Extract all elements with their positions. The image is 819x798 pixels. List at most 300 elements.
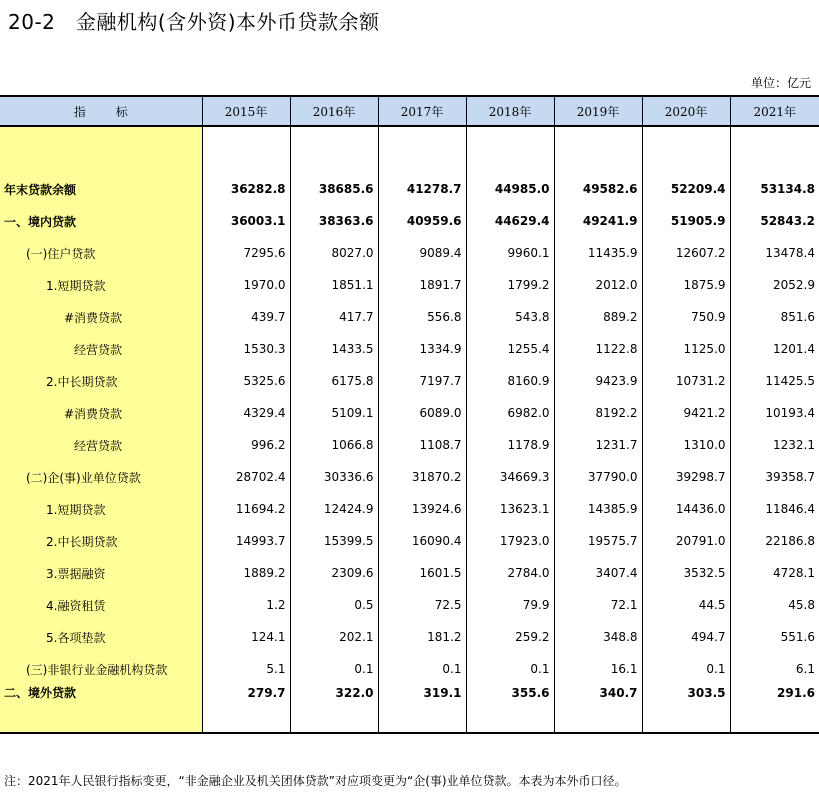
value-text: 38363.6 bbox=[318, 214, 374, 228]
value-text: 30336.6 bbox=[323, 470, 374, 484]
value-cell bbox=[466, 557, 554, 589]
value-cell bbox=[642, 685, 730, 733]
value-cell bbox=[554, 301, 642, 333]
value-text: 12424.9 bbox=[323, 502, 374, 516]
value-text: 8160.9 bbox=[507, 374, 550, 388]
row-label bbox=[0, 525, 202, 557]
value-text: 1125.0 bbox=[683, 342, 726, 356]
value-text: 41278.7 bbox=[406, 182, 462, 196]
value-cell bbox=[378, 173, 466, 205]
table-row bbox=[0, 429, 819, 461]
value-cell bbox=[202, 589, 290, 621]
value-cell bbox=[466, 685, 554, 733]
value-text: 6.1 bbox=[795, 662, 815, 676]
value-text: 2784.0 bbox=[507, 566, 550, 580]
value-text: 16090.4 bbox=[411, 534, 462, 548]
value-text: 1122.8 bbox=[595, 342, 638, 356]
value-cell bbox=[378, 525, 466, 557]
page-title: 20-2 金融机构(含外资)本外币贷款余额 bbox=[8, 10, 380, 34]
value-cell bbox=[642, 461, 730, 493]
value-cell bbox=[554, 589, 642, 621]
value-cell bbox=[730, 333, 819, 365]
value-cell bbox=[378, 365, 466, 397]
value-cell bbox=[202, 333, 290, 365]
value-cell bbox=[642, 365, 730, 397]
value-text: 10193.4 bbox=[765, 406, 815, 420]
value-text: 5109.1 bbox=[331, 406, 374, 420]
value-cell bbox=[554, 493, 642, 525]
value-cell bbox=[290, 333, 378, 365]
value-cell bbox=[290, 525, 378, 557]
value-cell bbox=[290, 685, 378, 733]
table-row bbox=[0, 365, 819, 397]
value-text: 0.5 bbox=[354, 598, 374, 612]
value-cell bbox=[466, 269, 554, 301]
value-cell bbox=[730, 205, 819, 237]
value-cell bbox=[378, 621, 466, 653]
value-cell bbox=[642, 621, 730, 653]
value-cell bbox=[290, 461, 378, 493]
value-text: 303.5 bbox=[687, 686, 726, 700]
value-cell bbox=[554, 333, 642, 365]
value-cell bbox=[466, 397, 554, 429]
value-cell bbox=[730, 685, 819, 733]
table-row bbox=[0, 589, 819, 621]
value-text: 11694.2 bbox=[235, 502, 286, 516]
row-label bbox=[0, 621, 202, 653]
value-text: 0.1 bbox=[354, 662, 374, 676]
value-cell bbox=[466, 525, 554, 557]
value-text: 3532.5 bbox=[683, 566, 726, 580]
value-text: 14385.9 bbox=[587, 502, 638, 516]
value-cell bbox=[730, 301, 819, 333]
value-text: 1530.3 bbox=[243, 342, 286, 356]
value-cell bbox=[378, 333, 466, 365]
header-year: 2019年 bbox=[554, 96, 642, 126]
value-cell bbox=[378, 301, 466, 333]
value-text: 279.7 bbox=[247, 686, 286, 700]
value-text: 44629.4 bbox=[494, 214, 550, 228]
value-text: 0.1 bbox=[442, 662, 462, 676]
value-text: 4329.4 bbox=[243, 406, 286, 420]
value-text: 34669.3 bbox=[499, 470, 550, 484]
row-label bbox=[0, 333, 202, 365]
value-text: 10731.2 bbox=[675, 374, 726, 388]
value-cell bbox=[554, 461, 642, 493]
value-text: 72.5 bbox=[434, 598, 462, 612]
row-label bbox=[0, 237, 202, 269]
value-cell bbox=[554, 653, 642, 685]
value-cell bbox=[554, 269, 642, 301]
row-label bbox=[0, 685, 202, 733]
value-cell bbox=[378, 205, 466, 237]
value-text: 340.7 bbox=[599, 686, 638, 700]
value-cell bbox=[554, 685, 642, 733]
header-row bbox=[0, 96, 819, 126]
value-cell bbox=[202, 653, 290, 685]
row-label-text: 2.中长期贷款 bbox=[46, 374, 118, 389]
value-text: 3407.4 bbox=[595, 566, 638, 580]
row-label-text: 4.融资租赁 bbox=[46, 598, 106, 613]
value-cell bbox=[642, 557, 730, 589]
value-cell bbox=[290, 493, 378, 525]
value-text: 1433.5 bbox=[331, 342, 374, 356]
value-text: 1108.7 bbox=[419, 438, 462, 452]
value-text: 1255.4 bbox=[507, 342, 550, 356]
value-cell bbox=[554, 557, 642, 589]
table-row bbox=[0, 237, 819, 269]
value-text: 13478.4 bbox=[765, 246, 815, 260]
value-cell bbox=[466, 653, 554, 685]
row-label-text: #消费贷款 bbox=[64, 310, 123, 325]
table-row bbox=[0, 685, 819, 733]
value-text: 851.6 bbox=[780, 310, 815, 324]
value-cell bbox=[466, 461, 554, 493]
value-text: 543.8 bbox=[515, 310, 550, 324]
value-cell bbox=[202, 173, 290, 205]
value-cell bbox=[290, 205, 378, 237]
value-cell bbox=[378, 461, 466, 493]
value-text: 37790.0 bbox=[587, 470, 638, 484]
value-text: 7295.6 bbox=[243, 246, 286, 260]
value-cell bbox=[202, 237, 290, 269]
value-cell bbox=[202, 493, 290, 525]
value-text: 12607.2 bbox=[675, 246, 726, 260]
value-text: 36003.1 bbox=[230, 214, 286, 228]
value-cell bbox=[290, 621, 378, 653]
table-row bbox=[0, 461, 819, 493]
value-text: 16.1 bbox=[610, 662, 638, 676]
value-text: 1231.7 bbox=[595, 438, 638, 452]
value-text: 1799.2 bbox=[507, 278, 550, 292]
value-cell bbox=[730, 397, 819, 429]
row-label bbox=[0, 301, 202, 333]
footnote: 注：2021年人民银行指标变更，“非金融企业及机关团体贷款”对应项变更为“企(事)业单位贷款。本表为本外币口径。 bbox=[4, 774, 627, 788]
value-text: 2012.0 bbox=[595, 278, 638, 292]
value-cell bbox=[202, 525, 290, 557]
value-cell bbox=[642, 205, 730, 237]
value-text: 124.1 bbox=[251, 630, 286, 644]
table-row bbox=[0, 301, 819, 333]
value-cell bbox=[466, 301, 554, 333]
value-text: 40959.6 bbox=[406, 214, 462, 228]
value-text: 22186.8 bbox=[765, 534, 815, 548]
value-text: 1232.1 bbox=[773, 438, 815, 452]
value-text: 1310.0 bbox=[683, 438, 726, 452]
value-cell bbox=[642, 653, 730, 685]
table-row bbox=[0, 621, 819, 653]
value-cell bbox=[466, 173, 554, 205]
value-cell bbox=[730, 493, 819, 525]
value-cell bbox=[554, 525, 642, 557]
value-cell bbox=[730, 557, 819, 589]
value-cell bbox=[466, 205, 554, 237]
value-cell bbox=[290, 653, 378, 685]
value-text: 2052.9 bbox=[773, 278, 815, 292]
value-text: 348.8 bbox=[603, 630, 638, 644]
value-cell bbox=[378, 653, 466, 685]
value-text: 49582.6 bbox=[582, 182, 638, 196]
value-text: 20791.0 bbox=[675, 534, 726, 548]
row-label bbox=[0, 397, 202, 429]
header-year: 2020年 bbox=[642, 96, 730, 126]
value-text: 5.1 bbox=[266, 662, 286, 676]
row-label-text: 2.中长期贷款 bbox=[46, 534, 118, 549]
value-text: 52843.2 bbox=[760, 214, 815, 228]
value-text: 38685.6 bbox=[318, 182, 374, 196]
value-text: 439.7 bbox=[251, 310, 286, 324]
value-text: 39298.7 bbox=[675, 470, 726, 484]
value-cell bbox=[466, 589, 554, 621]
value-text: 181.2 bbox=[427, 630, 462, 644]
value-cell bbox=[290, 589, 378, 621]
header-year: 2016年 bbox=[290, 96, 378, 126]
loan-balance-table bbox=[0, 95, 819, 734]
value-cell bbox=[730, 653, 819, 685]
value-text: 19575.7 bbox=[587, 534, 638, 548]
value-cell bbox=[642, 301, 730, 333]
value-cell bbox=[290, 429, 378, 461]
value-cell bbox=[642, 397, 730, 429]
value-text: 2309.6 bbox=[331, 566, 374, 580]
value-cell bbox=[554, 365, 642, 397]
row-label-text: (一)住户贷款 bbox=[26, 246, 96, 261]
value-text: 556.8 bbox=[427, 310, 462, 324]
row-label bbox=[0, 557, 202, 589]
value-text: 0.1 bbox=[706, 662, 726, 676]
value-text: 291.6 bbox=[777, 686, 815, 700]
value-text: 259.2 bbox=[515, 630, 550, 644]
row-label bbox=[0, 653, 202, 685]
value-text: 14993.7 bbox=[235, 534, 286, 548]
value-cell bbox=[730, 461, 819, 493]
table-row bbox=[0, 333, 819, 365]
value-text: 750.9 bbox=[691, 310, 726, 324]
value-cell bbox=[554, 173, 642, 205]
value-cell bbox=[378, 685, 466, 733]
value-cell bbox=[554, 205, 642, 237]
value-text: 53134.8 bbox=[760, 182, 815, 196]
table-row bbox=[0, 205, 819, 237]
table-row bbox=[0, 557, 819, 589]
table-row bbox=[0, 653, 819, 685]
value-text: 1066.8 bbox=[331, 438, 374, 452]
value-cell bbox=[466, 365, 554, 397]
value-cell bbox=[466, 333, 554, 365]
value-text: 0.1 bbox=[530, 662, 550, 676]
row-label bbox=[0, 205, 202, 237]
value-text: 8027.0 bbox=[331, 246, 374, 260]
table-row bbox=[0, 173, 819, 205]
value-text: 355.6 bbox=[511, 686, 550, 700]
value-cell bbox=[290, 237, 378, 269]
value-text: 1178.9 bbox=[507, 438, 550, 452]
value-text: 322.0 bbox=[335, 686, 374, 700]
row-label-text: 5.各项垫款 bbox=[46, 630, 106, 645]
value-cell bbox=[730, 237, 819, 269]
value-cell bbox=[730, 589, 819, 621]
value-cell bbox=[554, 621, 642, 653]
row-label-text: 1.短期贷款 bbox=[46, 502, 106, 517]
row-label bbox=[0, 365, 202, 397]
header-year: 2015年 bbox=[202, 96, 290, 126]
value-text: 6982.0 bbox=[507, 406, 550, 420]
value-cell bbox=[290, 269, 378, 301]
value-text: 9421.2 bbox=[683, 406, 726, 420]
value-cell bbox=[554, 429, 642, 461]
table-row bbox=[0, 397, 819, 429]
row-label-text: 3.票据融资 bbox=[46, 566, 106, 581]
table-row bbox=[0, 269, 819, 301]
header-indicator: 指标 bbox=[0, 96, 202, 126]
value-cell bbox=[378, 397, 466, 429]
row-label-text: #消费贷款 bbox=[64, 406, 123, 421]
value-text: 5325.6 bbox=[243, 374, 286, 388]
value-text: 28702.4 bbox=[235, 470, 286, 484]
value-cell bbox=[202, 461, 290, 493]
value-text: 319.1 bbox=[423, 686, 462, 700]
value-cell bbox=[730, 365, 819, 397]
value-cell bbox=[730, 173, 819, 205]
value-cell bbox=[378, 237, 466, 269]
value-cell bbox=[290, 557, 378, 589]
row-label-text: 年末贷款余额 bbox=[4, 182, 77, 197]
value-cell bbox=[202, 301, 290, 333]
value-cell bbox=[202, 621, 290, 653]
row-label-text: (三)非银行业金融机构贷款 bbox=[26, 662, 168, 677]
row-label-text: (二)企(事)业单位贷款 bbox=[26, 470, 141, 485]
value-cell bbox=[378, 429, 466, 461]
value-cell bbox=[378, 493, 466, 525]
value-text: 1334.9 bbox=[419, 342, 462, 356]
value-text: 31870.2 bbox=[411, 470, 462, 484]
value-cell bbox=[202, 685, 290, 733]
value-text: 8192.2 bbox=[595, 406, 638, 420]
value-text: 7197.7 bbox=[419, 374, 462, 388]
value-text: 6175.8 bbox=[331, 374, 374, 388]
value-cell bbox=[642, 589, 730, 621]
value-text: 996.2 bbox=[251, 438, 286, 452]
value-text: 45.8 bbox=[788, 598, 815, 612]
row-label bbox=[0, 269, 202, 301]
value-cell bbox=[202, 557, 290, 589]
value-cell bbox=[290, 173, 378, 205]
value-text: 1889.2 bbox=[243, 566, 286, 580]
unit-label: 单位：亿元 bbox=[750, 76, 811, 90]
value-cell bbox=[554, 237, 642, 269]
header-year: 2017年 bbox=[378, 96, 466, 126]
value-cell bbox=[642, 333, 730, 365]
row-label bbox=[0, 429, 202, 461]
value-text: 494.7 bbox=[691, 630, 726, 644]
row-label bbox=[0, 461, 202, 493]
value-text: 9423.9 bbox=[595, 374, 638, 388]
value-text: 17923.0 bbox=[499, 534, 550, 548]
value-text: 13924.6 bbox=[411, 502, 462, 516]
value-text: 44985.0 bbox=[494, 182, 550, 196]
value-cell bbox=[378, 589, 466, 621]
row-label-text: 经营贷款 bbox=[74, 438, 123, 453]
row-label-text: 一、境内贷款 bbox=[4, 214, 77, 229]
row-label bbox=[0, 493, 202, 525]
value-cell bbox=[202, 205, 290, 237]
value-cell bbox=[290, 301, 378, 333]
value-text: 1.2 bbox=[266, 598, 286, 612]
value-cell bbox=[730, 525, 819, 557]
row-label-text: 经营贷款 bbox=[74, 342, 123, 357]
value-cell bbox=[202, 365, 290, 397]
value-cell bbox=[466, 621, 554, 653]
value-text: 1875.9 bbox=[683, 278, 726, 292]
value-text: 1851.1 bbox=[331, 278, 374, 292]
value-cell bbox=[554, 397, 642, 429]
value-cell bbox=[642, 173, 730, 205]
value-text: 36282.8 bbox=[230, 182, 286, 196]
value-cell bbox=[730, 269, 819, 301]
value-cell bbox=[290, 397, 378, 429]
value-cell bbox=[202, 397, 290, 429]
table-body bbox=[0, 126, 819, 733]
spacer-row bbox=[0, 126, 819, 173]
value-cell bbox=[202, 269, 290, 301]
value-text: 13623.1 bbox=[499, 502, 550, 516]
value-cell bbox=[642, 269, 730, 301]
value-text: 1601.5 bbox=[419, 566, 462, 580]
value-cell bbox=[642, 525, 730, 557]
value-text: 4728.1 bbox=[773, 566, 815, 580]
value-text: 6089.0 bbox=[419, 406, 462, 420]
value-cell bbox=[466, 493, 554, 525]
value-text: 1201.4 bbox=[773, 342, 815, 356]
header-year: 2021年 bbox=[730, 96, 819, 126]
value-cell bbox=[290, 365, 378, 397]
value-text: 14436.0 bbox=[675, 502, 726, 516]
row-label bbox=[0, 173, 202, 205]
value-text: 1970.0 bbox=[243, 278, 286, 292]
value-text: 11425.5 bbox=[765, 374, 815, 388]
value-cell bbox=[466, 429, 554, 461]
value-text: 11435.9 bbox=[587, 246, 638, 260]
value-text: 49241.9 bbox=[582, 214, 638, 228]
row-label-text: 1.短期贷款 bbox=[46, 278, 106, 293]
value-text: 551.6 bbox=[780, 630, 815, 644]
value-text: 52209.4 bbox=[670, 182, 726, 196]
value-text: 202.1 bbox=[339, 630, 374, 644]
value-text: 11846.4 bbox=[765, 502, 815, 516]
value-text: 9960.1 bbox=[507, 246, 550, 260]
row-label-text: 二、境外贷款 bbox=[4, 686, 77, 700]
value-text: 51905.9 bbox=[670, 214, 726, 228]
value-cell bbox=[642, 429, 730, 461]
value-text: 9089.4 bbox=[419, 246, 462, 260]
value-text: 79.9 bbox=[522, 598, 550, 612]
table-row bbox=[0, 525, 819, 557]
row-label bbox=[0, 589, 202, 621]
value-text: 44.5 bbox=[698, 598, 726, 612]
value-cell bbox=[378, 269, 466, 301]
value-text: 15399.5 bbox=[323, 534, 374, 548]
value-text: 1891.7 bbox=[419, 278, 462, 292]
value-text: 889.2 bbox=[603, 310, 638, 324]
value-cell bbox=[642, 237, 730, 269]
value-cell bbox=[378, 557, 466, 589]
table-row bbox=[0, 493, 819, 525]
value-text: 417.7 bbox=[339, 310, 374, 324]
value-cell bbox=[642, 493, 730, 525]
value-text: 39358.7 bbox=[765, 470, 815, 484]
value-text: 72.1 bbox=[610, 598, 638, 612]
value-cell bbox=[730, 621, 819, 653]
